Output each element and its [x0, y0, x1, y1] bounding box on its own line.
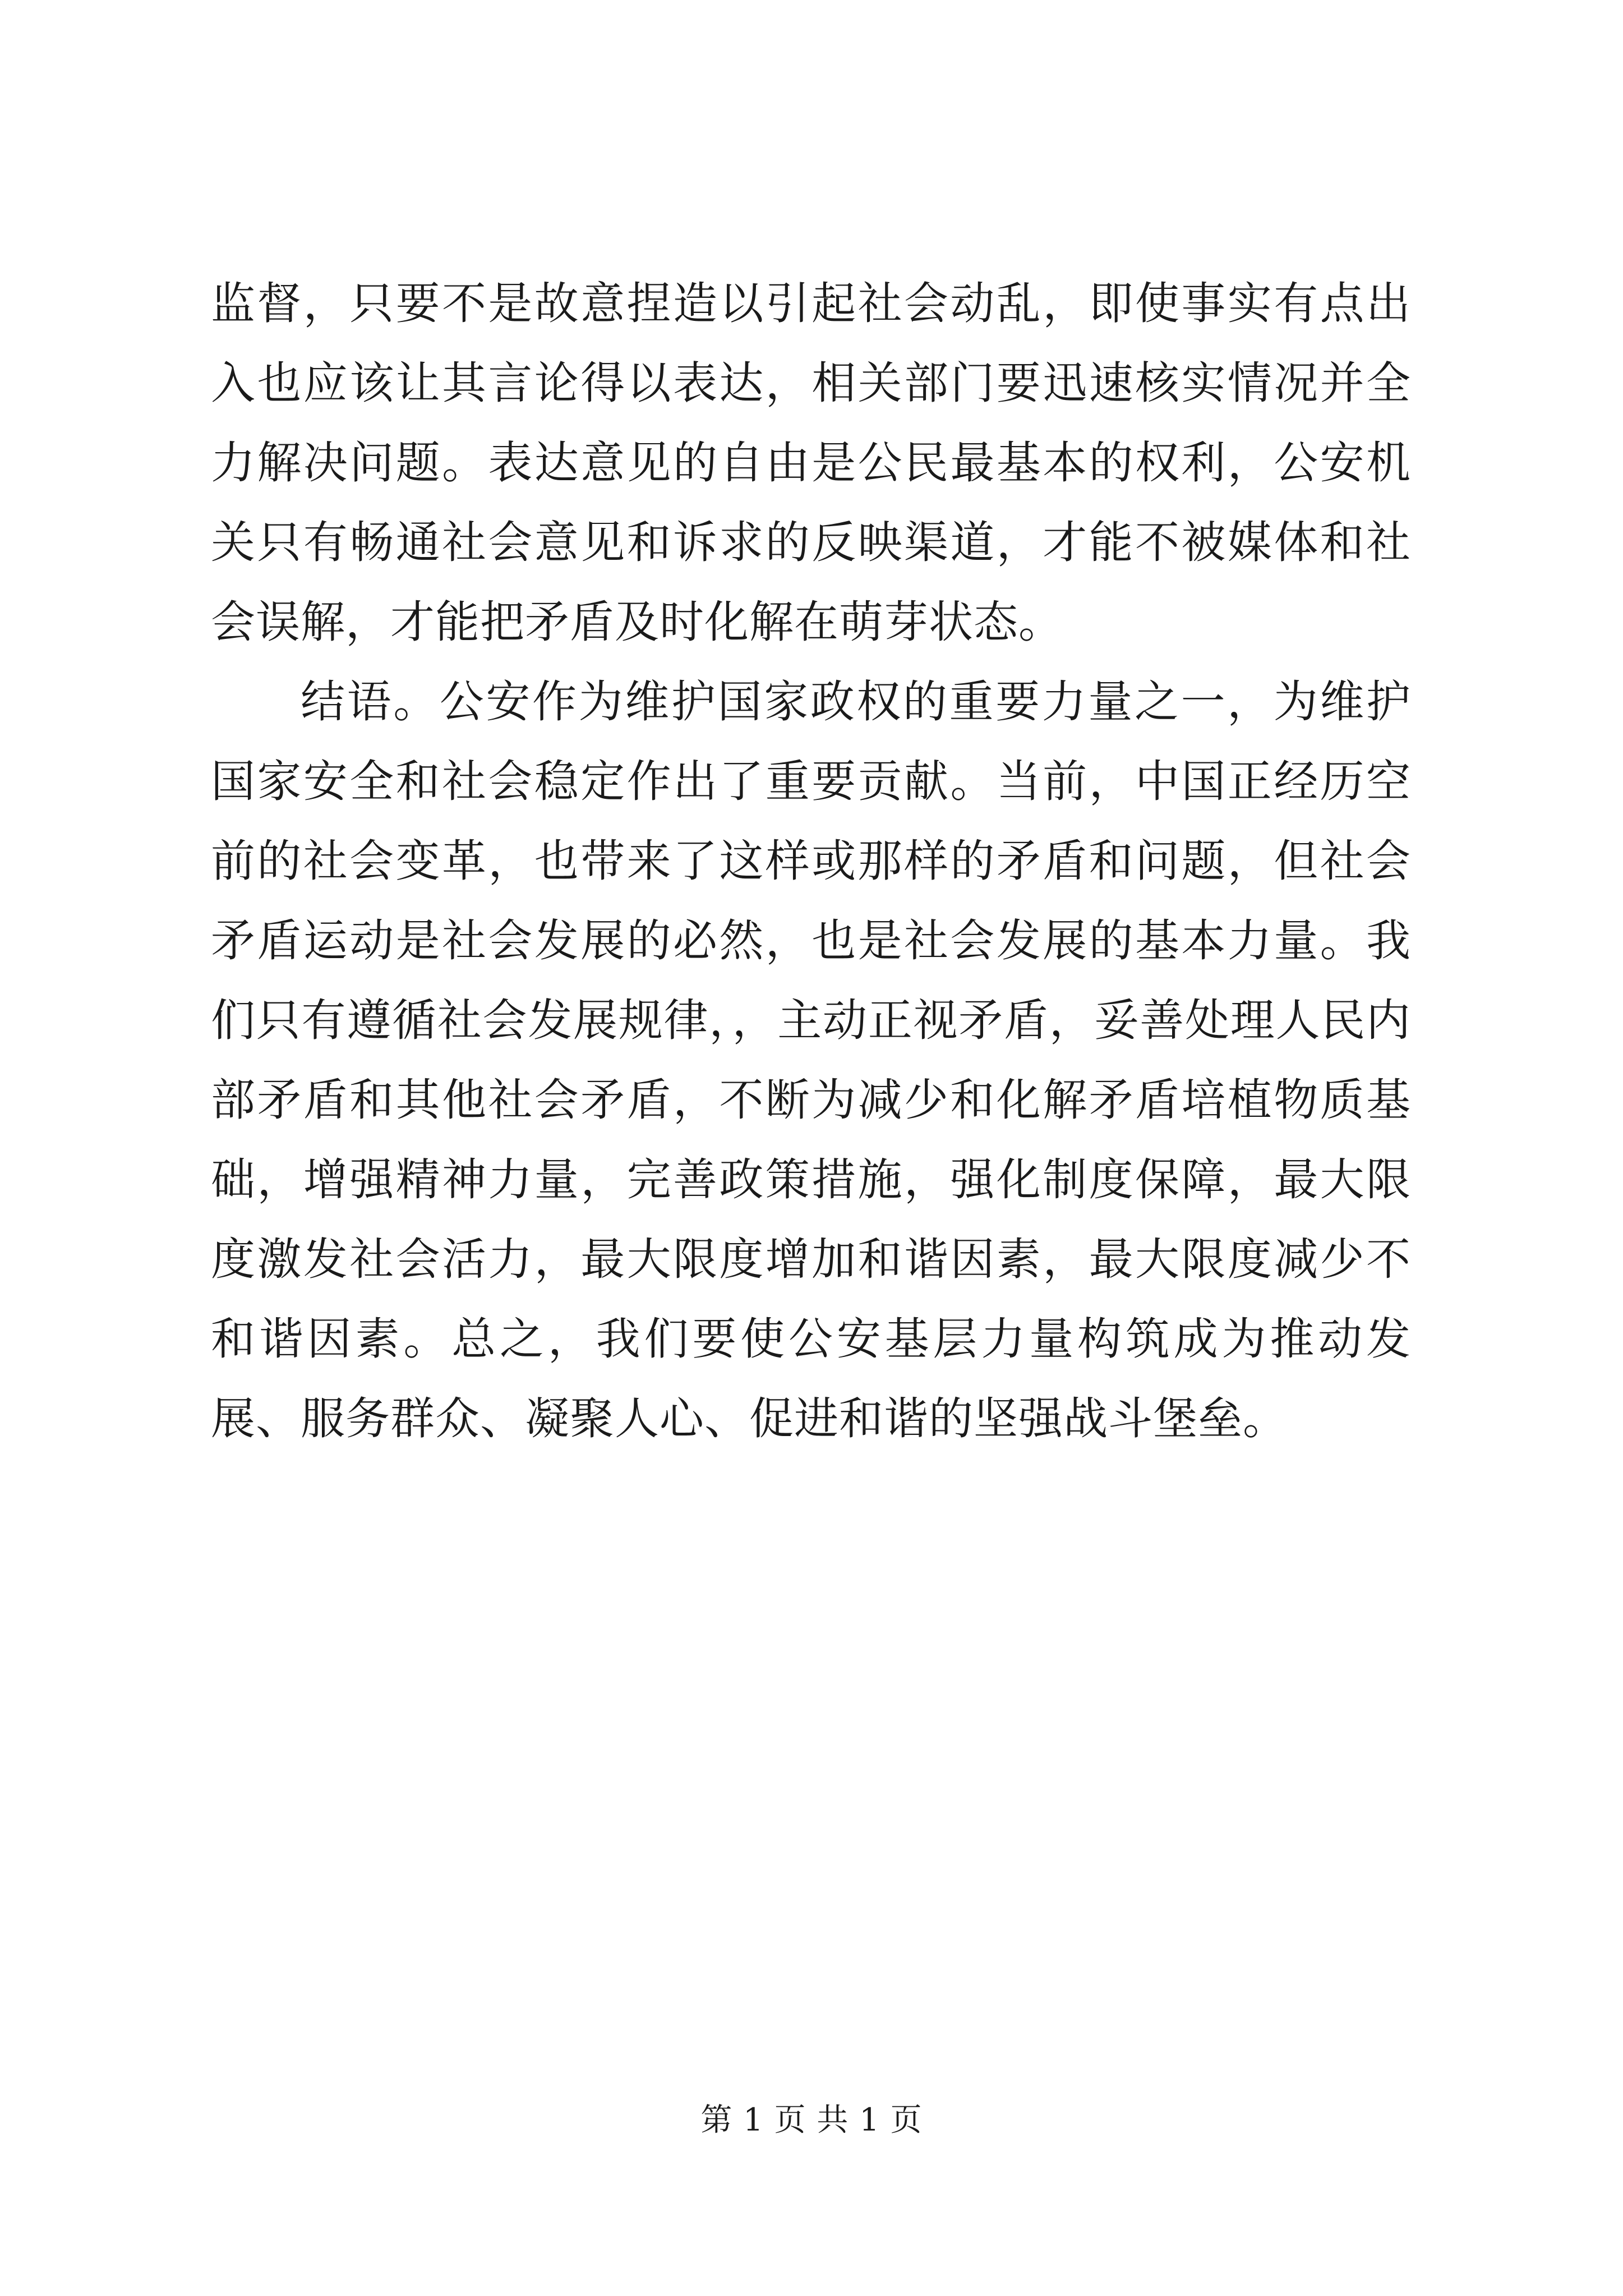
paragraph-continuation: 监督，只要不是故意捏造以引起社会动乱，即使事实有点出入也应该让其言论得以表达，相关部门要迅速核实情况并全力解决问题。表达意见的自由是公民最基本的权利，公安机关只有畅通社会意见和诉求的反映渠道，才能不被媒体和社会误解，才能把矛盾及时化解在萌芽状态。 — [211, 278, 1411, 648]
paragraph-conclusion: 结语。公安作为维护国家政权的重要力量之一，为维护国家安全和社会稳定作出了重要贡献。当前，中国正经历空前的社会变革，也带来了这样或那样的矛盾和问题，但社会矛盾运动是社会发展的必然，也是社会发展的基本力量。我们只有遵循社会发展规律，，主动正视矛盾，妥善处理人民内部矛盾和其他社会矛盾，不断为减少和化解矛盾培植物质基础，增强精神力量，完善政策措施，强化制度保障，最大限度激发社会活力，最大限度增加和谐因素，最大限度减少不和谐因素。总之，我们要使公安基层力量构筑成为推动发展、服务群众、凝聚人心、促进和谐的坚强战斗堡垒。 — [211, 676, 1411, 1444]
document-body — [211, 264, 1411, 1458]
page-footer: 第 1 页 共 1 页 — [700, 2102, 923, 2138]
